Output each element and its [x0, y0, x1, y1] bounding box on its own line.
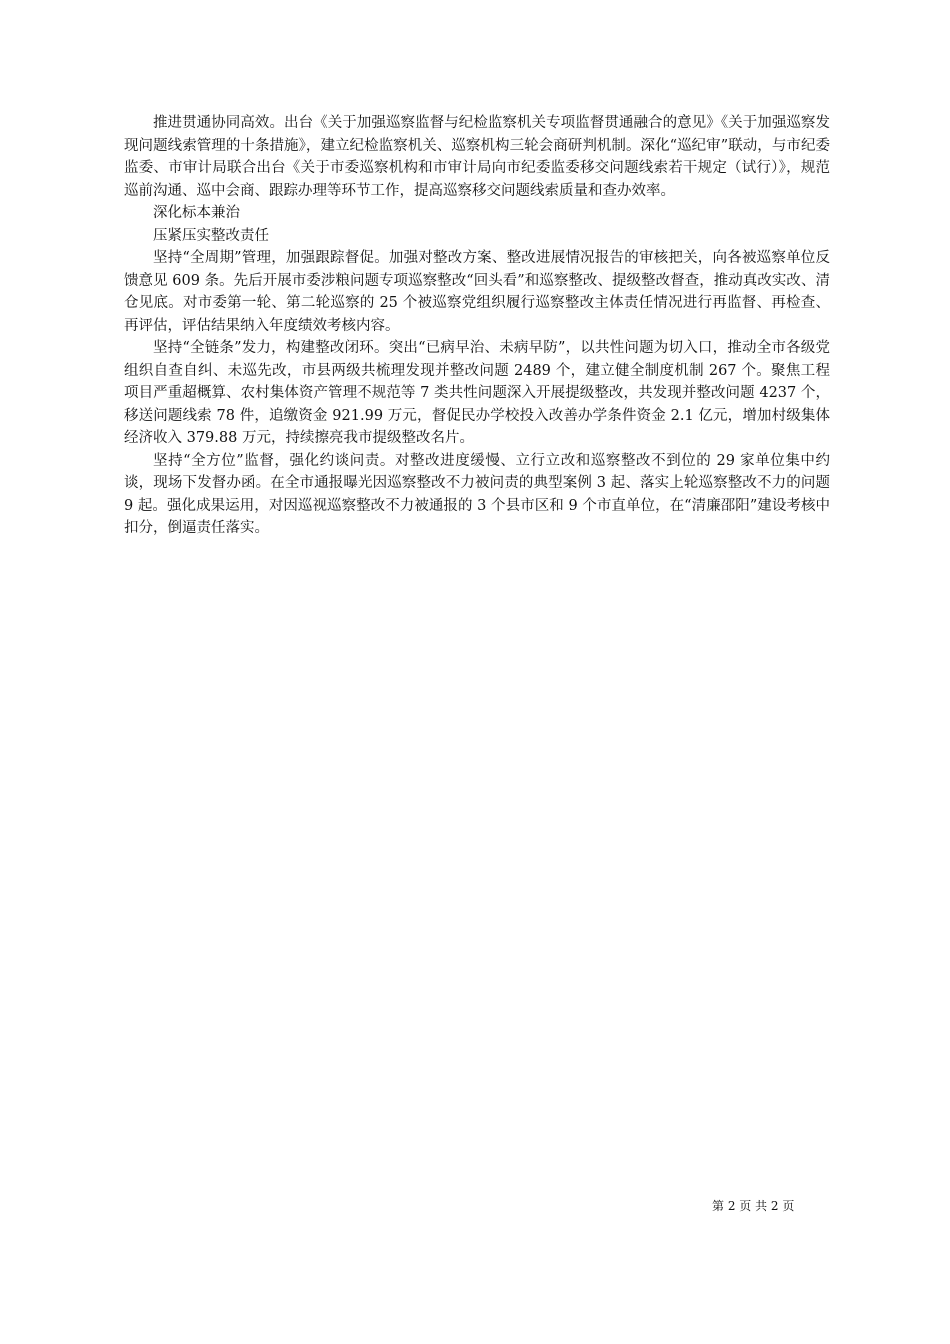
paragraph-full-chain: 坚持“全链条”发力，构建整改闭环。突出“已病早治、未病早防”，以共性问题为切入口，推动全市各级党组织自查自纠、未巡先改，市县两级共梳理发现并整改问题 2489 个，建立健全制度机制 267 个。聚焦工程项目严重超概算、农村集体资产管理不规范等 7 类共性问题深入开展提级整改，共发现并整改问题 4237 个，移送问题线索 78 件，追缴资金 921.99 万元，督促民办学校投入改善办学条件资金 2.1 亿元，增加村级集体经济收入 379.88 万元，持续擦亮我市提级整改名片。: [124, 340, 830, 446]
paragraph-full-scope: 坚持“全方位”监督，强化约谈问责。对整改进度缓慢、立行立改和巡察整改不到位的 29 家单位集中约谈，现场下发督办函。在全市通报曝光因巡察整改不力被问责的典型案例 3 起、落实上轮巡察整改不力的问题 9 起。强化成果运用，对因巡视巡察整改不力被通报的 3 个县市区和 9 个市直单位，在“清廉邵阳”建设考核中扣分，倒逼责任落实。: [124, 452, 830, 536]
paragraph-coordination: 推进贯通协同高效。出台《关于加强巡察监督与纪检监察机关专项监督贯通融合的意见》《关于加强巡察发现问题线索管理的十条措施》，建立纪检监察机关、巡察机构三轮会商研判机制。深化“巡纪审”联动，与市纪委监委、市审计局联合出台《关于市委巡察机构和市审计局向市纪委监委移交问题线索若干规定（试行）》，规范巡前沟通、巡中会商、跟踪办理等环节工作，提高巡察移交问题线索质量和查办效率。: [124, 115, 830, 199]
section-heading-responsibility: 压紧压实整改责任: [153, 227, 269, 244]
section-heading-deepen: 深化标本兼治: [153, 205, 240, 221]
paragraph-full-cycle: 坚持“全周期”管理，加强跟踪督促。加强对整改方案、整改进展情况报告的审核把关，向各被巡察单位反馈意见 609 条。先后开展市委涉粮问题专项巡察整改“回头看”和巡察整改、提级整改督查，推动真改实改、清仓见底。对市委第一轮、第二轮巡察的 25 个被巡察党组织履行巡察整改主体责任情况进行再监督、再检查、再评估，评估结果纳入年度绩效考核内容。: [124, 250, 830, 334]
page-number-footer: 第 2 页 共 2 页: [712, 1199, 795, 1213]
document-body: [124, 112, 830, 540]
